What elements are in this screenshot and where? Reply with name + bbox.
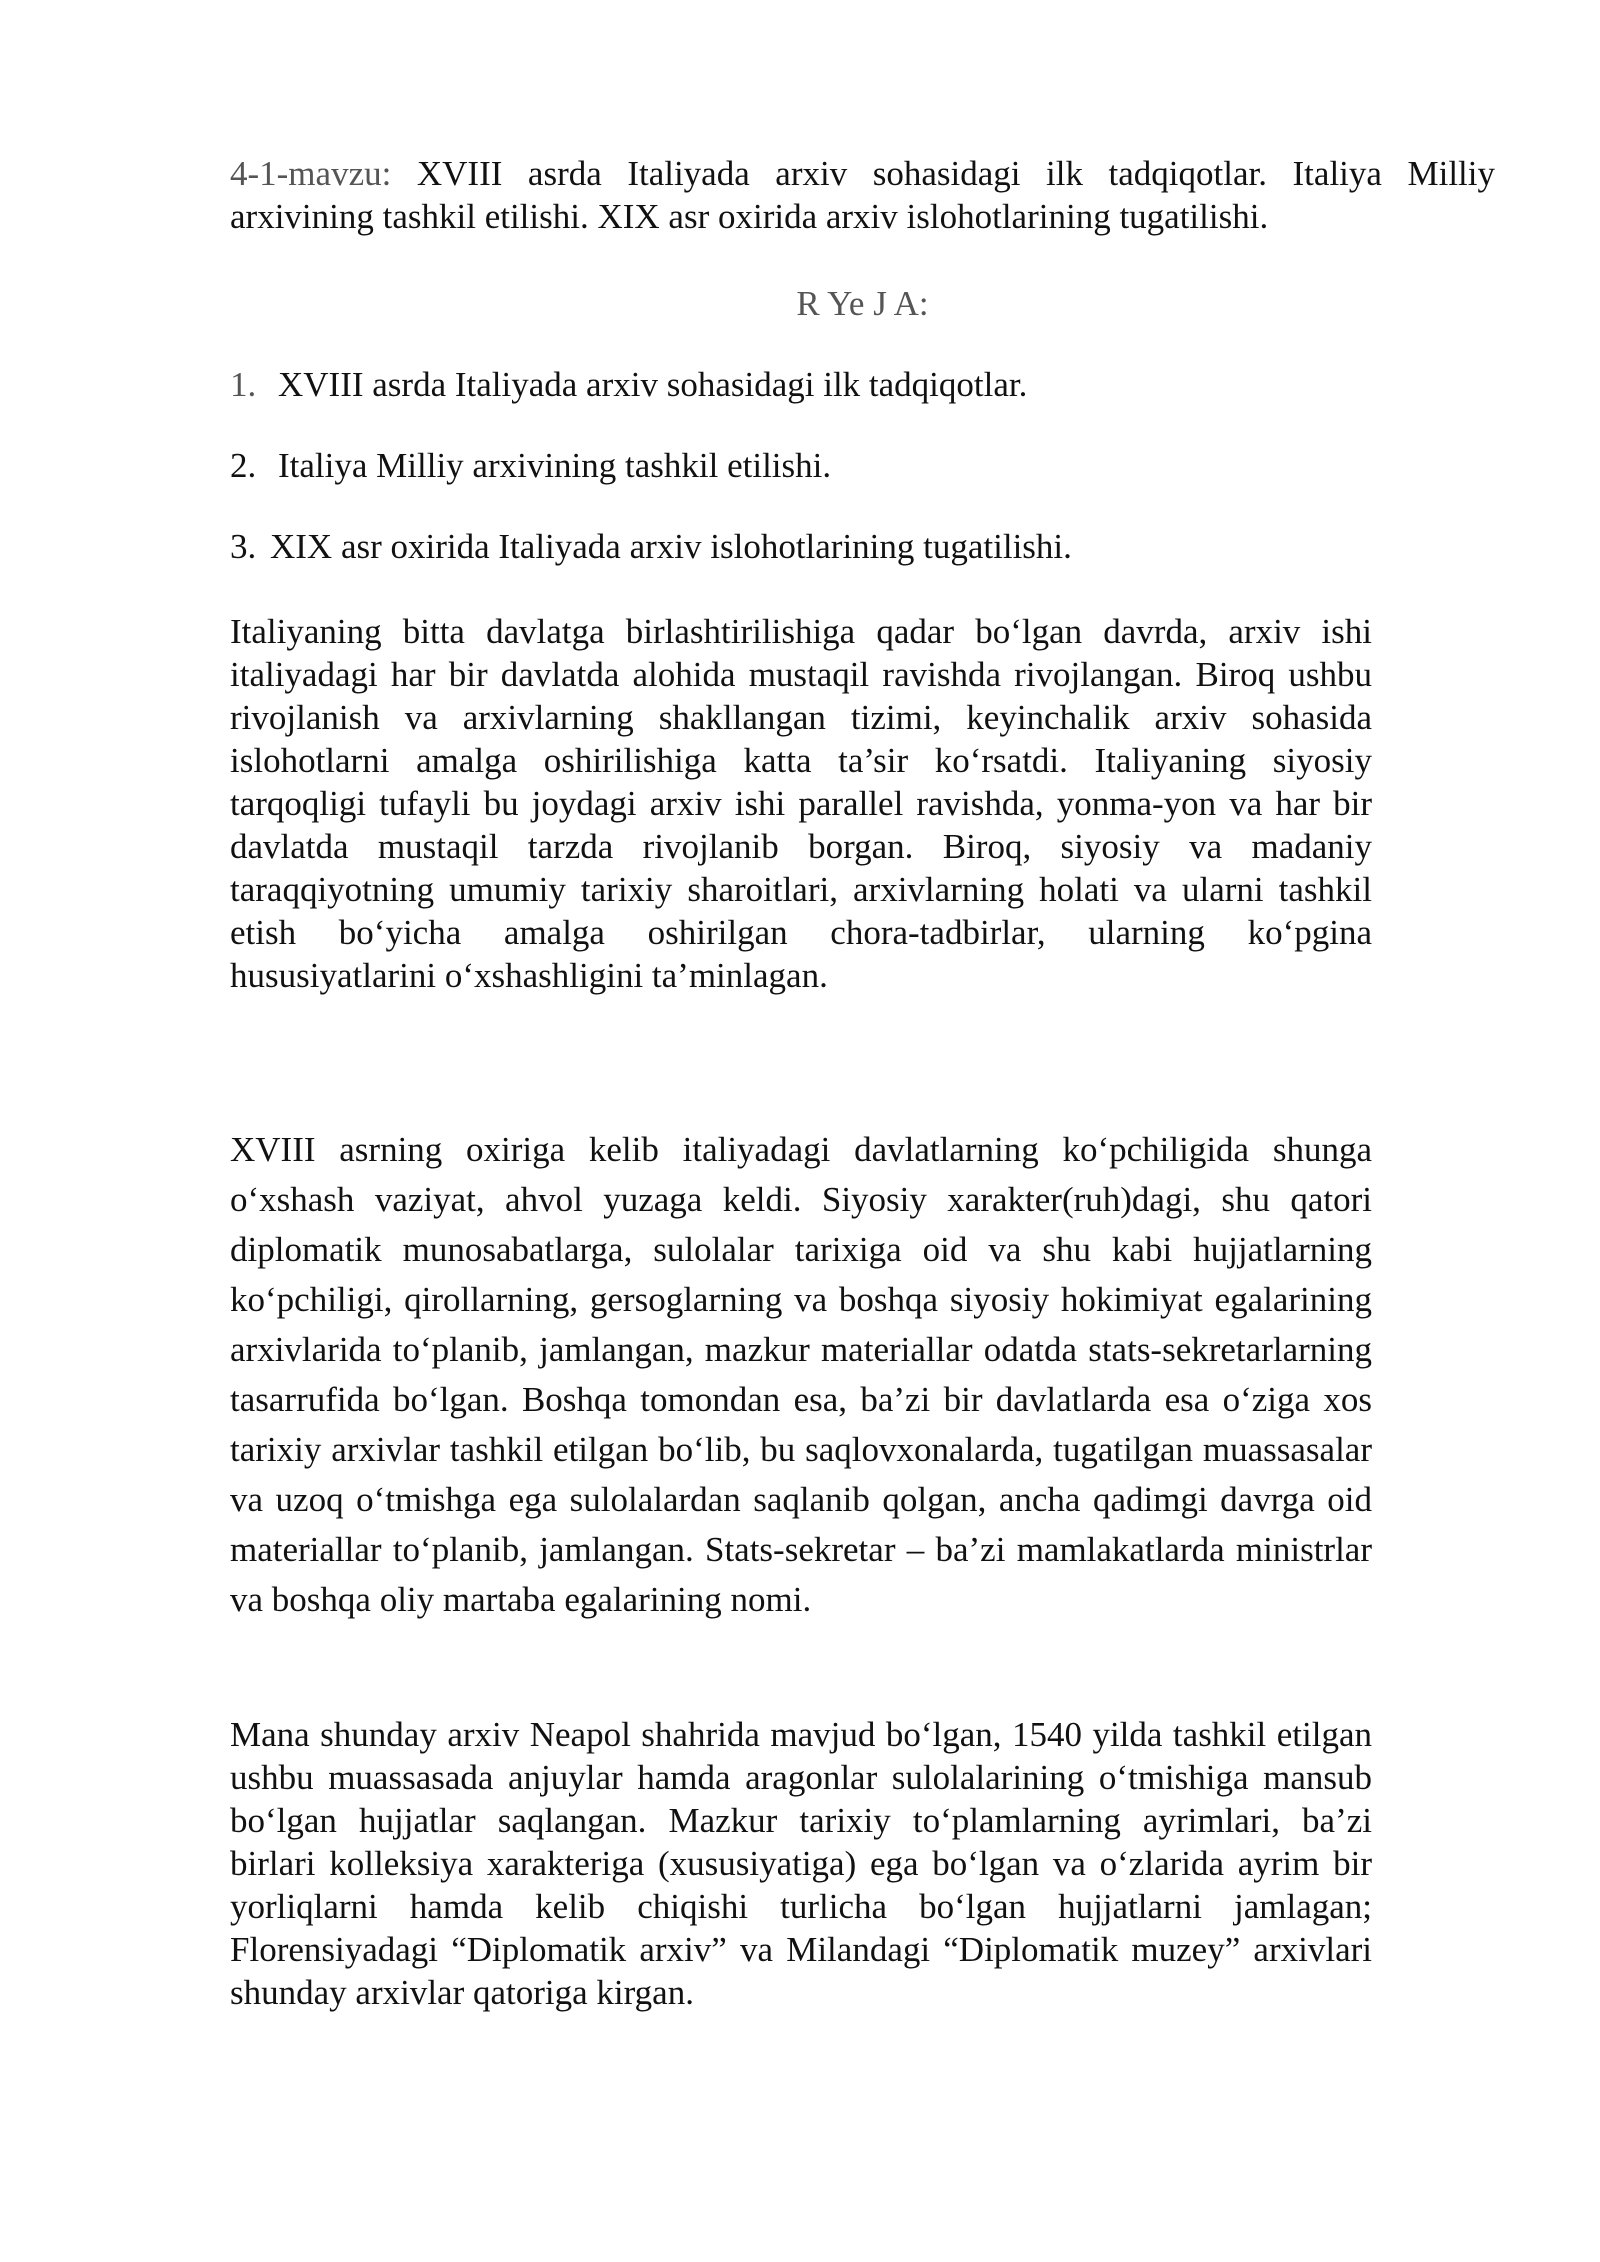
plan-heading: R Ye J A: (796, 284, 929, 323)
body-paragraph: XVIII asrning oxiriga kelib italiyadagi davlatlarning ko‘pchiligida shunga o‘xshash vaziyat, ahvol yuzaga keldi. Siyosiy xarakter(ruh)dagi, shu qatori diplomatik munosabatlarga, sulolalar tarixiga oid va shu kabi hujjatlarning ko‘pchiligi, qirollarning, gersoglarning va boshqa siyosiy hokimiyat egalarining arxivlarida to‘planib, jamlangan, mazkur materiallar odatda stats-sekretarlarning tasarrufida bo‘lgan. Boshqa tomondan esa, ba’zi bir davlatlarda esa o‘ziga xos tarixiy arxivlar tashkil etilgan bo‘lib, bu saqlovxonalarda, tugatilgan muassasalar va uzoq o‘tmishga ega sulolalardan saqlanib qolgan, ancha qadimgi davrga oid materiallar to‘planib, jamlangan. Stats-sekretar – ba’zi mamlakatlarda ministrlar va boshqa oliy martaba egalarining nomi. (230, 1130, 1372, 1619)
plan-item-number: 2. (230, 446, 257, 485)
plan-item-number: 1. (230, 365, 257, 404)
plan-item-number: 3. (230, 527, 257, 566)
topic-number: 4-1-mavzu: (230, 154, 392, 193)
topic-title-text: XVIII asrda Italiyada arxiv sohasidagi ilk tadqiqotlar. Italiya Milliy arxivining tashkil etilishi. XIX asr oxirida arxiv islohotlarining tugatilishi. (230, 154, 1495, 236)
plan-item-text: XVIII asrda Italiyada arxiv sohasidagi ilk tadqiqotlar. (278, 365, 1028, 404)
topic-title (230, 152, 1495, 238)
body-paragraph: Italiyaning bitta davlatga birlashtirilishiga qadar bo‘lgan davrda, arxiv ishi italiyadagi har bir davlatda alohida mustaqil ravishda rivojlangan. Biroq ushbu rivojlanish va arxivlarning shakllangan tizimi, keyinchalik arxiv sohasida islohotlarni amalga oshirilishiga katta ta’sir ko‘rsatdi. Italiyaning siyosiy tarqoqligi tufayli bu joydagi arxiv ishi parallel ravishda, yonma-yon va har bir davlatda mustaqil tarzda rivojlanib borgan. Biroq, siyosiy va madaniy taraqqiyotning umumiy tarixiy sharoitlari, arxivlarning holati va ularni tashkil etish bo‘yicha amalga oshirilgan chora-tadbirlar, ularning ko‘pgina hususiyatlarini o‘xshashligini ta’minlagan. (230, 612, 1372, 995)
plan-item (230, 363, 1380, 406)
plan-item-text: XIX asr oxirida Italiyada arxiv islohotlarining tugatilishi. (270, 527, 1072, 566)
plan-item (230, 444, 1380, 487)
body-paragraph: Mana shunday arxiv Neapol shahrida mavjud bo‘lgan, 1540 yilda tashkil etilgan ushbu muassasada anjuylar hamda aragonlar sulolalarining o‘tmishiga mansub bo‘lgan hujjatlar saqlangan. Mazkur tarixiy to‘plamlarning ayrimlari, ba’zi birlari kolleksiya xarakteriga (xususiyatiga) ega bo‘lgan va o‘zlarida ayrim bir yorliqlarni hamda kelib chiqishi turlicha bo‘lgan hujjatlarni jamlagan; Florensiyadagi “Diplomatik arxiv” va Milandagi “Diplomatik muzey” arxivlari shunday arxivlar qatoriga kirgan. (230, 1715, 1372, 2012)
plan-item (230, 525, 1380, 568)
plan-item-text: Italiya Milliy arxivining tashkil etilishi. (278, 446, 832, 485)
